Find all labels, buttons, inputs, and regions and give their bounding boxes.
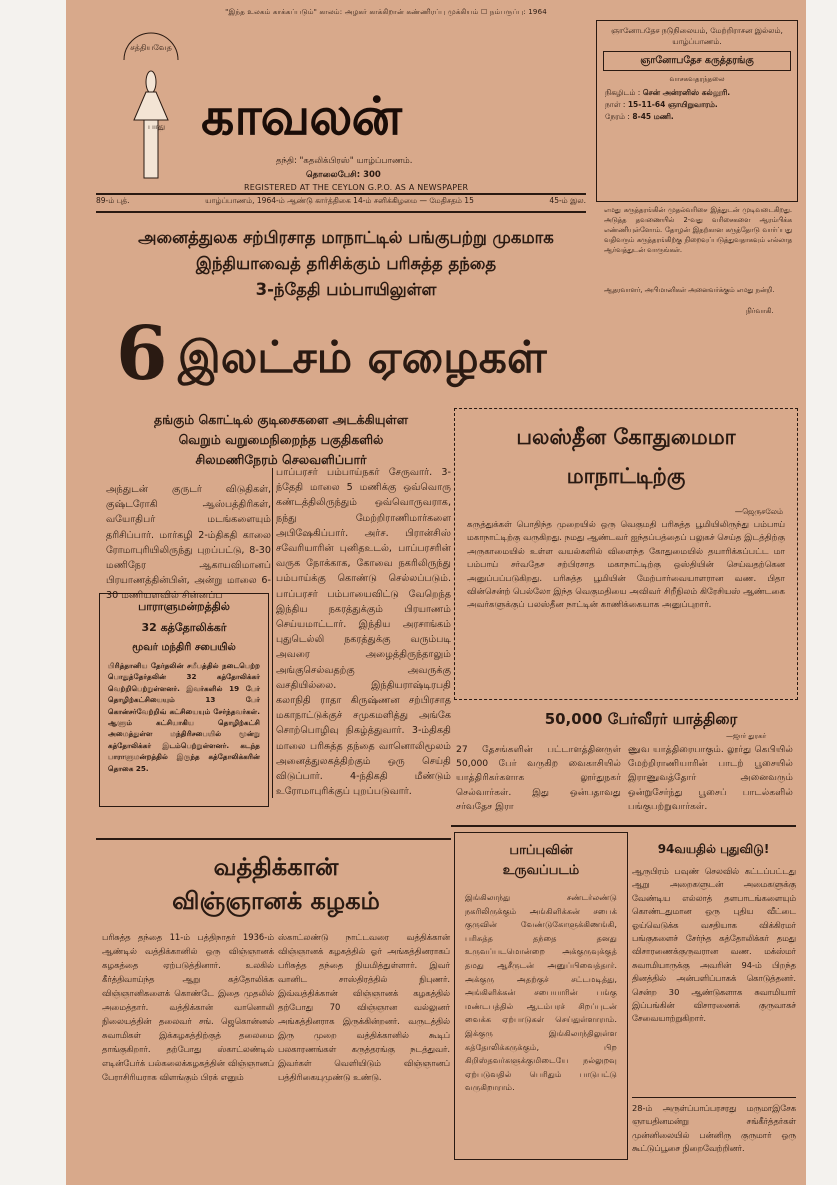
notice-row: நாள் : 15-11-64 ஞாயிறுவாரம். [605,100,718,109]
top-motto: "இந்த உலகம் காக்கப்படும்" காலம்: அழகர் காக்கிறான் கண்ணிரப்பு முக்கியம் ☐ நம்பருப்பு: 1964 [225,8,547,16]
newhome-body2: 28-ம் அருள்ப்பாப்பரசரது மருமாஇசேக ஞாயதினமன்று சங்கீர்த்தர்கள் முன்னிலையில் பன்னிரு குருமார் ஒரு கூட்டுப்பூசை நிறைவேற்றினர். [632,1103,796,1154]
parliament-box [99,593,269,807]
palestine-body: கருத்துக்கள் பொதிந்த முறையில் ஒரு வெகுமதி பரிசுத்த பூமியிலிருந்து பம்பாய் மகாநாட்டிற்கு வருகிறது. நமது ஆண்டவர் ஐந்தப்பத்தைப் பலுகச் செய்த இடத்திற்கு அருகாமையில் உள்ள வயல்களில் விளைந்த கோதுமையில் தயாரிக்கப்பட்ட மா பம்பாய் சர்வதேச சற்பிரசாத மகாநாட்டிற்கு ஒஸ்தியின் செய்வதற்கென அனுப்பப்படுகிறது. பரிசுத்த பூமியின் மேற்பார்வையாளரான வண. பிதா வின்சென்ற் பெல்லோ இந்த வெகுமதியை அவிவர் சிறீநிலம் கிரேசியஸ் ஆண்டகை அவர்களுக்குப் பலஸ்தீன நாட்டின் காணிக்கையாக அனுப்புறார். [467,520,785,611]
divider [96,838,451,840]
dateline [96,196,586,206]
telegram: தந்தி: "கதலிக்பிரஸ்" யாழ்ப்பாணம். [276,156,413,166]
pope-body: இங்கிலாந்து சண்டர்லண்டு நகரிலிருக்கும் அங்கிளிக்கன் சபைக் குருவின் வேண்டுகோளுக்கிணங்கி, பரிசுத்த தந்தை தனது உருவப்படமொன்றை அக்குருவுக்குத் தமது ஆசீருடன் அனுப்பிவைத்தார். அக்குரு அதற்குச் சட்டமடித்து, அங்கிளிக்கன் சபையாரின் பங்கு மண்டபத்தில் ஆடம்பரச் சிறப்புடன் வைக்க ஏற்பாடுகள் செய்துள்ளாராம். இக்குரு இங்கிலாந்திலுள்ள கத்தோலிக்கருக்கும், பிற கிறிஸ்தவர்களுக்குமிடையே நல்லுறவு ஏற்படுவதில் பெரிதும் பாடுபட்டு வருகிறாராம். [465,892,617,1093]
vatican-col1: பரிசுத்த தந்தை 11-ம் பத்திநாதர் 1936-ம் ஆண்டில் வத்திக்கானில் ஒரு விஞ்ஞானக் கழகத்தை ஏற்படுத்தினார். உலகில் கீர்த்திவாய்ந்த ஆறு கத்தோலிக்க விஞ்ஞானிகளைக் கொண்டே இதை முதலில் அமைத்தார். வத்திக்கான் வானொலி நிலையத்தின் தலைவர் சங். ஜெகொன்னல் சுவாமிகள் இக்கழகத்திற்குத் தலைமை தாங்குகிறார். தற்போது ஸ்காட்லண்டில் எடின்பேர்க் பல்கலைக்கழகத்தின் விஞ்ஞானப் பேராசிரியராக விளங்கும் பிரக் எனும் [102,932,274,1082]
masthead-title: காவலன் [201,86,401,147]
pope-box [454,832,628,1160]
newhome-body: ஆருபிரம் பவுண் செலவில் கட்டப்பட்டது ஆறு அறைகளுடன் அமைகளுக்கு வேண்டிய எல்லாத் தளபாடங்களையும் கொண்டதுமான ஒரு புதிய வீட்டை ஓய்வெடுக்க வசதியாக விக்கிரமர் பங்குகளைச் சேர்ந்த கத்தோலிக்கர் தமது விசாரணைக்குருவரான வண. மக்ஸ்மர் சுவாமியாருக்கு அவரின் 94-ம் பிறந்த தினத்தில் அன்பளிப்பாகக் கொடுத்தனர். சென்ற 30 ஆண்டுகளாக சுவாமியார் இப்பங்கின் விசாரணைக் குருவாகச் சேவையாற்றுகிறார். [632,866,796,1024]
pilgrims-col1: 27 தேசங்களின் பட்டாளத்தினருள் 50,000 பேர் வருகிற வைகாசியில் யாத்திரிகர்களாக லூர்துநகர் செல்வார்கள். இது ஒன்பதாவது சர்வதேச இரா [456,744,621,812]
vatican-col2: ஸ்காட்லண்டு நாட்டவரை வத்திக்கான் விஞ்ஞானக் கழகத்தில் ஓர் அங்கத்தினராகப் பரிசுத்த தந்தை நியமித்துள்ளார். இவர் வானிட சாஸ்திரத்தில் நிபுணர். இவ்வத்திக்கான் விஞ்ஞானக் கழகத்தில் தற்போது 70 விஞ்ஞான வல்லுனர் அங்கத்தினராக இருக்கின்றனர். வருடத்தில் இரு முறை வத்திக்கானில் கூடிப் பலகாரணங்கள் கருத்தரங்கு நடத்துவர். இவர்கள் வெளியிடும் விஞ்ஞானப் பத்திரிகையுமுண்டு உண்டு. [278,932,450,1082]
divider [632,1097,796,1098]
pope-title2: உருவப்படம் [502,863,580,878]
vatican-title: வத்திக்கான் விஞ்ஞானக் கழகம் [172,853,380,915]
palestine-title1: பலஸ்தீன கோதுமைமா [516,425,736,449]
phone: தொலைபேசி: 300 [306,170,381,180]
notice-org: ஞானோபதேச நடுநிலையம், மேற்றிராசன இல்லம், யாழ்ப்பாணம். [611,26,783,46]
notice-sign: நிர்வாகி. [746,307,774,315]
notice-subtitle: வாசகவதரந்தலை [669,75,725,83]
dateline-date: யாழ்ப்பாணம், 1964-ம் ஆண்டு கார்த்திகை 14-ம் சனிக்கிழமை — மேதிசதம் 15 [205,196,474,205]
notice-thanks: ஆதரவாளர், அபிமானிகள் அனைவர்க்கும் எமது நன்றி. [604,286,775,294]
pilgrims-title: 50,000 பேர்வீரர் யாத்திரை [544,710,738,728]
pilgrims-byline: —ஜார் துரகர் [726,732,767,740]
dateline-issue: 45-ம் இல. [549,196,586,205]
dateline-book: 89-ம் புத். [96,196,130,205]
pope-title1: பாப்புவின் [509,843,573,858]
notice-box [596,20,798,202]
divider [96,211,586,213]
lead-col1: அந்துடன் குருடர் விடுதிகள், குஷ்டரோகி ஆஸ்பத்திரிகள், வயோதிபர் மடங்களையும் தரிசிப்பார். மார்கழி 2-ம்திகதி காலை ரோமாபுரியிலிருந்து புறப்பட்டு, 8-30 மணிநேர ஆகாயவிமானப் பிரயாணத்தின்பின், அன்று மாலை 6-30 மணியளவில் சின்னப்ப [106,484,271,602]
lead-headline: இலட்சம் ஏழைகள் [178,332,547,383]
palestine-box [454,408,798,700]
divider [451,825,796,827]
lead-subhead: தங்கும் கொட்டில் குடிசைகளை அடக்கியுள்ள வெறும் வறுமைநிறைந்த பகுதிகளில் சிலமணிநேரம் செலவளிப்பார் [154,412,408,467]
divider [96,193,586,195]
pilgrims-col2: ணுவ யாத்திரையாகும். லூர்து கெபியில் மேற்றிராணியாரின் பாடற் பூசையில் இராணுவத்தோர் அனைவரும் ஒன்றுசேர்ந்து பூசைப் பாடல்களில் பங்குபற்றுவார்கள். [628,744,793,812]
palestine-byline: —ஜெருசலேம் [734,507,783,516]
lead-col2: பாப்பரசர் பம்பாய்நகர் சேருவார். 3-ந்தேதி மாலை 5 மணிக்கு ஒவ்வொரு கண்டத்திலிருந்தும் ஒவ்வொருவராக, நந்து மேற்றிராணிமார்களை அபிஷேகிப்பார். அர்ச. பிரான்சிஸ் சவேரியாரின் புனிதஉடல், பாப்பரசரின் வருக நோக்காக, கோவை நகரிலிருந்து பம்பாய்க்கு கொண்டு செல்லப்படும். பாப்பரசர் பம்பாயைவிட்டு வேறெந்த இந்திய நகரத்துக்கும் பிரயாணம் செய்யமாட்டார். இந்திய அரசாங்கம் புதுடெல்லி நகரத்துக்கு வரும்படி அவரை அழைத்திருந்தாலும் அங்குசெல்வதற்கு அவருக்கு வசதியில்லை. இந்தியராஷ்டிரபதி கலாநிதி ராதா கிருஷ்ணன சற்பிரசாத மகாநாட்டுக்குச் சமுகமளித்து அங்கே சொற்பொழிவு நிகழ்த்துவார். 3-ம்திகதி மாலை பரிசுத்த தந்தை வானொலிமூலம் அனைத்துலகத்திற்கும் ஒரு செய்தி விடுப்பார். 4-ந்திகதி மீண்டும் உரோமாபுரிக்குப் புறப்படுவார். [276,467,451,798]
lead-kicker: அனைத்துலக சற்பிரசாத மாநாட்டில் பங்குபற்று முகமாக இந்தியாவைத் தரிசிக்கும் பரிசுத்த தந்தை 3-ந்தேதி பம்பாயிலுள்ள [138,228,554,299]
notice-title: ஞானோபதேச கருத்தரங்கு [603,51,791,71]
side-label: பாது [148,122,166,131]
newspaper-page [66,0,806,1185]
notice-body: எமது கருத்தரங்கின் முதல்வரிசை இத்துடன் முடிவடைகிறது. அடுத்த தவணையில் 2-வது வரிசைகளை ஆரம்பிக்க எண்ணியுள்ளோம். தோழன் இதற்கான கருத்தோடு வார்ப்பது வதிவரும் கருத்தரங்கிற்கு நிறைவுப்படுத்துவதாகவும் எல்லாத ஆர்வத்துடன் வாருங்கள். [604,206,792,254]
newhome-title: 94வயதில் புதுவிடு! [657,842,770,856]
parliament-sub2: மூவர் மந்திரி சபையில் [132,642,236,653]
notice-details [605,87,789,123]
parliament-subtitle: 32 கத்தோலிக்கர் [141,621,227,634]
notice-row: நேரம் : 8-45 மணி. [605,112,674,121]
notice-row: நிகழிடம் : சென் அன்ரனிஸ் கல்லூரி. [605,88,731,97]
logo-text: சத்தியவேத [130,43,172,52]
candle-logo-icon [116,30,186,180]
parliament-title: பாராளுமன்றத்தில் [138,600,230,613]
palestine-title2: மாநாட்டிற்கு [566,464,686,488]
registered: REGISTERED AT THE CEYLON G.P.O. AS A NEWSPAPER [244,183,469,192]
lead-big-number: 6 [116,311,168,397]
parliament-body: பிரித்தானிய தேர்தலின் சமீபத்தில் நடைபெற்ற பொதுத்தேர்தலின் 32 கத்தோலிக்கர் வெற்றிபெற்றுள்ளனர். இவர்களில் 19 பேர் தொழிற்கட்சியையும் 13 பேர் கொன்சர்வேற்றிவ் கட்சியையும் சேர்ந்தவர்கள். ஆளும் கட்சியாகிய தொழிற்கட்சி அமைத்துள்ள மந்திரிசபையில் மூன்று கத்தோலிக்கர் இடம்பெற்றுள்ளனர். கடந்த பாராளுமன்றத்தில் இருந்த கத்தோலிக்கரின் தொகை 25. [108,661,260,773]
column-rule [272,468,273,798]
